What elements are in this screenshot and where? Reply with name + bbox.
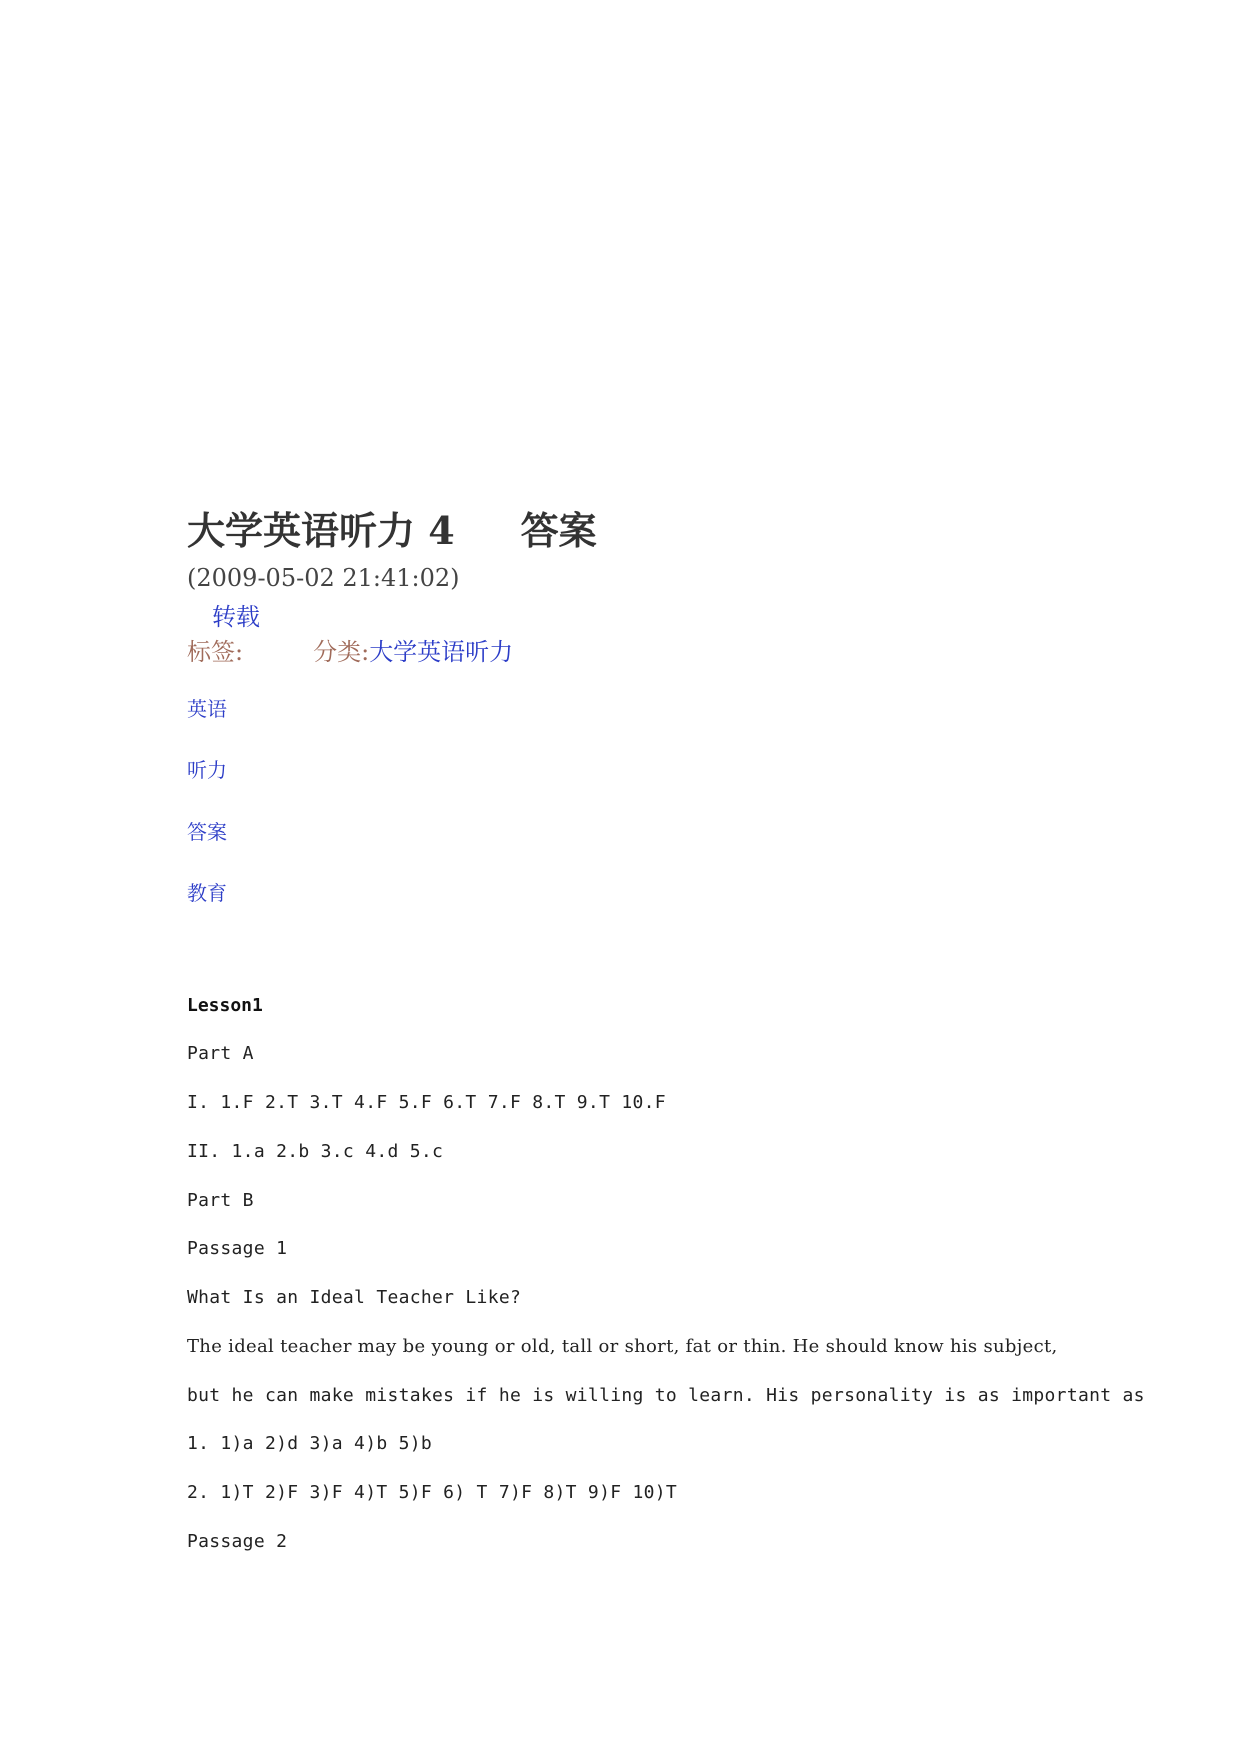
content-line: 1. 1)a 2)d 3)a 4)b 5)b [187,1433,433,1454]
tag-link[interactable]: 答案 [187,820,227,844]
article-title-main: 大学英语听力 4 [187,508,455,553]
post-timestamp: (2009-05-02 21:41:02) [187,564,460,592]
content-line: Part A [187,1043,254,1064]
article-title-suffix: 答案 [520,508,597,553]
article-meta [187,632,513,667]
content-line: The ideal teacher may be young or old, tall or short, fat or thin. He should know his subject, [187,1336,1058,1357]
article-title [187,500,597,555]
content-line: Passage 1 [187,1238,288,1259]
content-line: 2. 1)T 2)F 3)F 4)T 5)F 6) T 7)F 8)T 9)F 10)T [187,1482,678,1503]
tag-link[interactable]: 听力 [187,758,227,782]
content-line: II. 1.a 2.b 3.c 4.d 5.c [187,1141,444,1162]
lesson-heading: Lesson1 [187,995,263,1016]
content-line: Passage 2 [187,1531,288,1552]
content-line: Part B [187,1190,254,1211]
category-link[interactable]: 大学英语听力 [369,638,514,666]
tags-label: 标签: [187,638,244,666]
category-label: 分类: [313,638,370,666]
tag-link[interactable]: 英语 [187,697,227,721]
tag-link[interactable]: 教育 [187,881,227,905]
content-line: I. 1.F 2.T 3.T 4.F 5.F 6.T 7.F 8.T 9.T 10.F [187,1092,666,1113]
repost-link[interactable]: 转载 [212,603,260,631]
content-line: What Is an Ideal Teacher Like? [187,1287,522,1308]
content-line: but he can make mistakes if he is willing to learn. His personality is as important as [187,1385,1145,1406]
